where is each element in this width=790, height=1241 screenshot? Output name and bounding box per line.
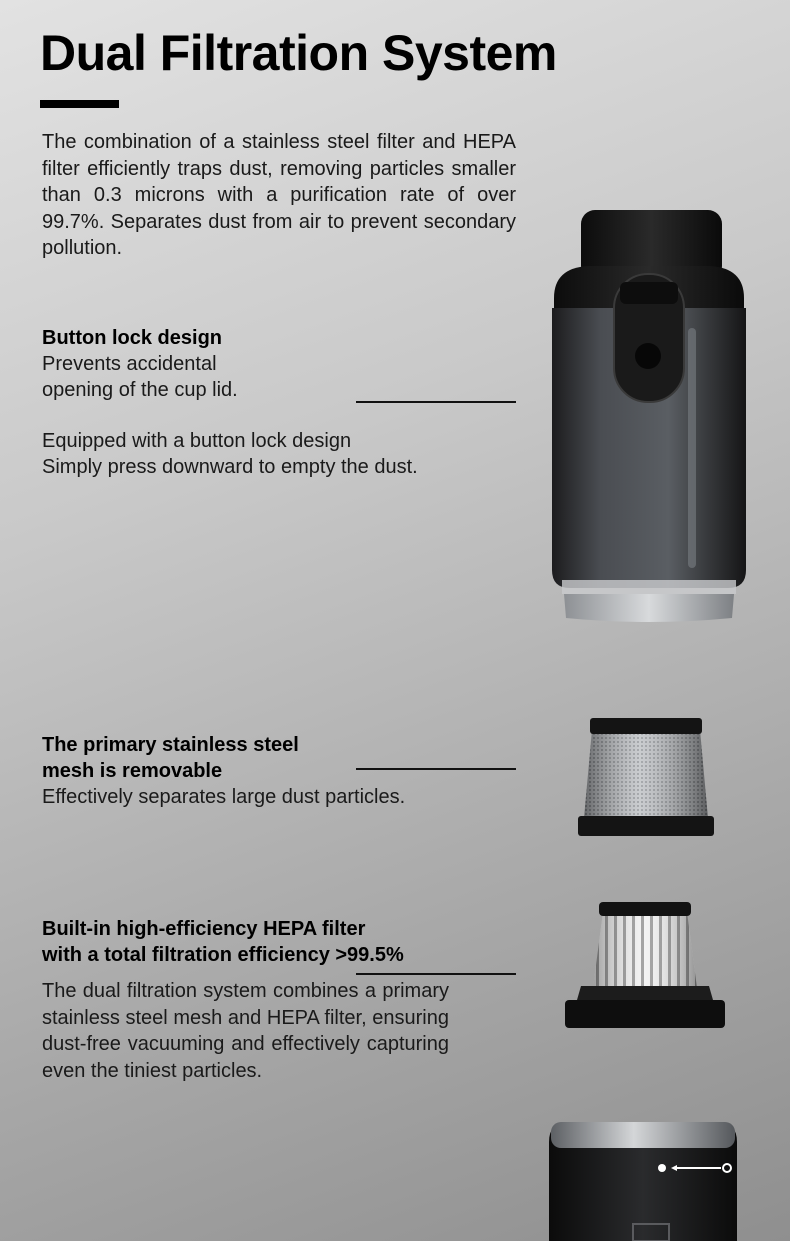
button-lock-detail bbox=[42, 428, 512, 480]
intro-paragraph: The combination of a stainless steel filter and HEPA filter efficiently traps dust, removing particles smaller than 0.3 microns with a purification rate of over 99.7%. Separates dust from air to prevent secondary pollution. bbox=[42, 131, 516, 259]
dust-cup-image bbox=[548, 208, 750, 624]
button-lock-heading: Button lock design bbox=[42, 327, 222, 349]
title-underline bbox=[40, 100, 119, 108]
button-lock-line-2: opening of the cup lid. bbox=[42, 379, 238, 401]
steel-mesh-heading-line-1: The primary stainless steel bbox=[42, 734, 299, 756]
steel-mesh-section bbox=[42, 732, 406, 810]
hepa-section bbox=[42, 916, 462, 968]
button-lock-section bbox=[42, 325, 362, 403]
hepa-pointer-line bbox=[356, 973, 516, 975]
steel-mesh-filter-image bbox=[576, 716, 716, 840]
button-lock-detail-line-2: Simply press downward to empty the dust. bbox=[42, 456, 418, 478]
button-lock-pointer-line bbox=[356, 401, 516, 403]
button-lock-line-1: Prevents accidental bbox=[42, 353, 217, 375]
button-lock-detail-line-1: Equipped with a button lock design bbox=[42, 430, 352, 452]
vacuum-body-image bbox=[545, 1120, 741, 1241]
hepa-filter-image bbox=[563, 900, 727, 1030]
steel-mesh-pointer-line bbox=[356, 768, 516, 770]
hepa-body: The dual filtration system combines a primary stainless steel mesh and HEPA filter, ensuring dust-free vacuuming and effectively capturing even the tiniest particles. bbox=[42, 980, 449, 1082]
hepa-heading-line-1: Built-in high-efficiency HEPA filter bbox=[42, 918, 366, 940]
steel-mesh-body: Effectively separates large dust particles. bbox=[42, 786, 406, 808]
steel-mesh-heading-line-2: mesh is removable bbox=[42, 760, 223, 782]
hepa-heading-line-2: with a total filtration efficiency >99.5% bbox=[42, 944, 404, 966]
page-title: Dual Filtration System bbox=[40, 25, 557, 81]
